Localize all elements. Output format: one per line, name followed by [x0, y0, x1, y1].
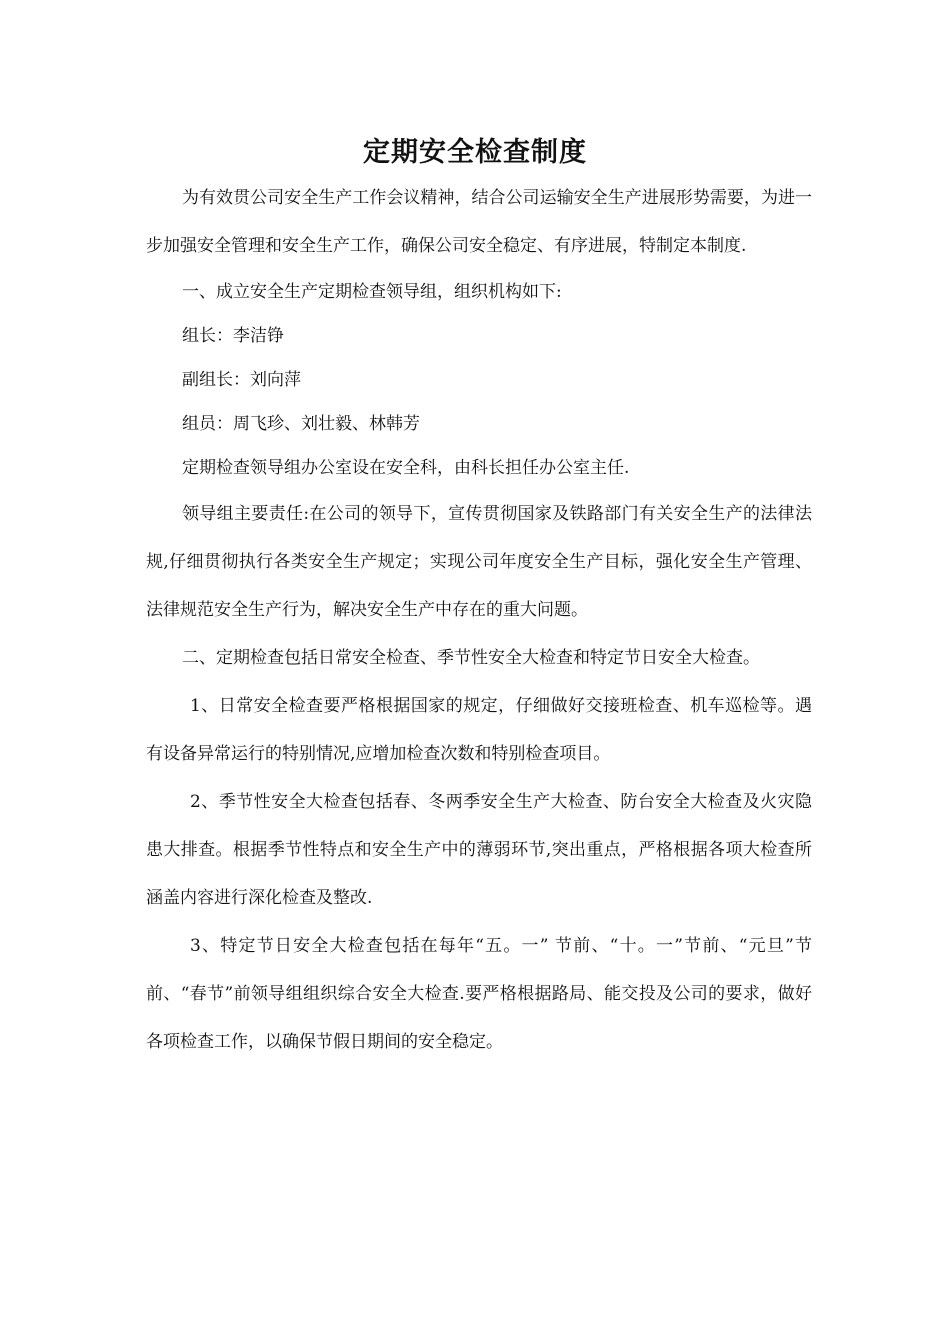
- document-body: [146, 174, 812, 1066]
- paragraph-office: 定期检查领导组办公室设在安全科，由科长担任办公室主任.: [182, 458, 630, 478]
- paragraph-responsibilities: 领导组主要责任:在公司的领导下，宣传贯彻国家及铁路部门有关安全生产的法律法规,仔细贯彻执行各类安全生产规定；实现公司年度安全生产目标，强化安全生产管理、法律规范安全生产行为，解决安全生产中存在的重大问题。: [146, 504, 812, 620]
- document-title: 定期安全检查制度: [363, 137, 587, 168]
- paragraph-deputy-leader: 副组长：刘向萍: [182, 370, 301, 390]
- paragraph-item-2: 2、季节性安全大检查包括春、冬两季安全生产大检查、防台安全大检查及火灾隐患大排查。根据季节性特点和安全生产中的薄弱环节,突出重点，严格根据各项大检查所涵盖内容进行深化检查及整改.: [146, 792, 812, 908]
- paragraph-group-leader: 组长：李洁铮: [182, 326, 284, 346]
- paragraph-section-one: 一、成立安全生产定期检查领导组，组织机构如下:: [182, 282, 562, 302]
- paragraph-members: 组员：周飞珍、刘壮毅、林韩芳: [182, 414, 420, 434]
- paragraph-item-1: 1、日常安全检查要严格根据国家的规定，仔细做好交接班检查、机车巡检等。遇有设备异常运行的特别情况,应增加检查次数和特别检查项目。: [146, 696, 812, 764]
- paragraph-intro: 为有效贯公司安全生产工作会议精神，结合公司运输安全生产进展形势需要，为进一步加强安全管理和安全生产工作，确保公司安全稳定、有序进展，特制定本制度.: [146, 188, 812, 256]
- paragraph-section-two: 二、定期检查包括日常安全检查、季节性安全大检查和特定节日安全大检查。: [182, 648, 760, 668]
- paragraph-item-3: 3、特定节日安全大检查包括在每年“五。一” 节前、“十。一”节前、“元旦”节前、“春节”前领导组组织综合安全大检查.要严格根据路局、能交投及公司的要求，做好各项检查工作，以确保节假日期间的安全稳定。: [146, 936, 812, 1052]
